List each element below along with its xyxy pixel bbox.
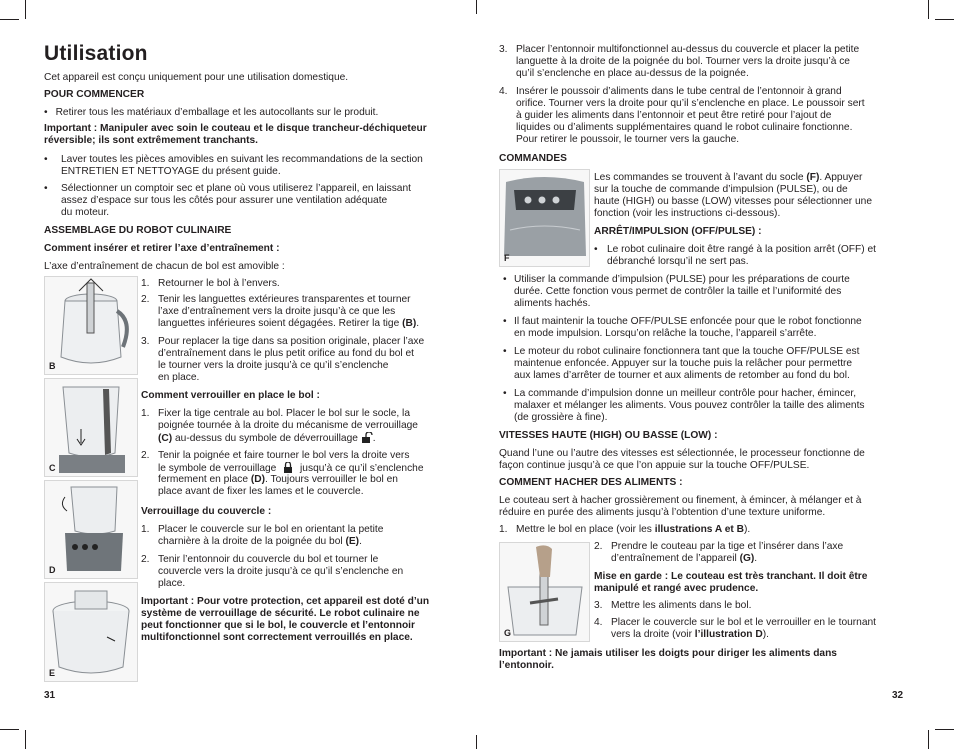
bullet-line: durée. Cette fonction vous permet de contrôler la taille et l’uniformité des bbox=[514, 286, 842, 297]
figure-label: B bbox=[49, 361, 56, 371]
figure-label: G bbox=[504, 628, 512, 638]
step-text: le symbole de verrouillage jusqu’à ce qu’il s’enclenche bbox=[158, 462, 424, 477]
figure-e bbox=[44, 582, 138, 682]
bullet-line: Laver toutes les pièces amovibles en suivant les recommandations de la section bbox=[61, 154, 423, 165]
bullet-item: • bbox=[44, 154, 48, 165]
bullet-line: (de grossière à fine). bbox=[514, 412, 608, 423]
bullet-line: du moteur. bbox=[61, 207, 110, 218]
step-text: Placer le couvercle sur le bol et le verrouiller en le tournant bbox=[611, 617, 877, 628]
paragraph: façon continue jusqu’à ce que l’on appuie sur la touche OFF/PULSE. bbox=[499, 460, 810, 471]
bullet-line: en mode impulsion. Lorsqu’on relâche la touche, l’appareil s’arrête. bbox=[514, 328, 817, 339]
bullet-line: Sélectionner un comptoir sec et plane où vous utiliserez l’appareil, en laissant bbox=[61, 183, 411, 194]
step-text: Prendre le couteau par la tige et l’insérer dans l’axe bbox=[611, 541, 844, 552]
unlock-icon bbox=[361, 432, 373, 447]
step-text: liquides ou d’aliments supplémentaires quand le robot culinaire fonctionne. bbox=[516, 122, 853, 133]
step-text: le tourner vers la droite jusqu’à ce qu’il s’enclenche bbox=[158, 360, 389, 371]
step-text: Tenir la poignée et faire tourner le bol vers la droite vers bbox=[158, 450, 410, 461]
figure-b bbox=[44, 276, 138, 375]
crop-mark bbox=[476, 0, 477, 14]
bullet-line: Le moteur du robot culinaire fonctionnera tant que la touche OFF/PULSE est bbox=[514, 346, 860, 357]
paragraph: haute (HIGH) ou basse (LOW) vitesses pour sélectionner une bbox=[594, 196, 873, 207]
section-heading: COMMENT HACHER DES ALIMENTS : bbox=[499, 477, 683, 488]
step-text: Fixer la tige centrale au bol. Placer le bol sur le socle, la bbox=[158, 408, 410, 419]
step-text: couvercle vers la droite jusqu’à ce qu’il s’enclenche en bbox=[158, 566, 404, 577]
bullet-item: • bbox=[44, 183, 48, 194]
step-text: place avant de fixer les lames et le couvercle. bbox=[158, 486, 364, 497]
subsection-heading: Verrouillage du couvercle : bbox=[141, 506, 272, 517]
important-note: Important : Pour votre protection, cet appareil est doté d’un bbox=[141, 596, 430, 607]
intro-text: Cet appareil est conçu uniquement pour une utilisation domestique. bbox=[44, 72, 349, 83]
step-text: charnière à la droite de la poignée du bol (E). bbox=[158, 536, 362, 547]
step-text: Tenir l’entonnoir du couvercle du bol et tourner le bbox=[158, 554, 379, 565]
bowl-upside-down-illustration bbox=[45, 277, 137, 374]
paragraph: fonction (voir les instructions ci-dessous). bbox=[594, 208, 781, 219]
step-text: orifice. Tourner vers la droite pour qu’il s’enclenche en place. Le poussoir sert bbox=[516, 98, 865, 109]
step-text: languette à la droite de la poignée du bol. Tourner vers la droite jusqu’à ce bbox=[516, 56, 850, 67]
paragraph: Les commandes se trouvent à l’avant du socle (F). Appuyer bbox=[594, 172, 863, 183]
page-number: 32 bbox=[892, 690, 904, 701]
paragraph: réduire en purée des aliments jusqu’à l’obtention d’une texture uniforme. bbox=[499, 507, 826, 518]
lid-on-bowl-illustration bbox=[45, 583, 137, 681]
bullet-line: ENTRETIEN ET NETTOYAGE du présent guide. bbox=[61, 166, 281, 177]
step-text: Insérer le poussoir d’aliments dans le tube central de l’entonnoir à grand bbox=[516, 86, 842, 97]
section-heading: VITESSES HAUTE (HIGH) OU BASSE (LOW) : bbox=[499, 430, 718, 441]
figure-label: D bbox=[49, 565, 56, 575]
step-text: Tenir les languettes extérieures transparentes et tourner bbox=[158, 294, 411, 305]
important-note: Important : Manipuler avec soin le couteau et le disque trancheur-déchiqueteur réversible; ils sont extrêmement tranchants. bbox=[44, 123, 427, 147]
crop-mark bbox=[0, 19, 19, 20]
paragraph: Quand l’une ou l’autre des vitesses est sélectionnée, le processeur fonctionne de bbox=[499, 448, 865, 459]
important-note: peut fonctionner que si le bol, le couvercle et l’entonnoir bbox=[141, 620, 415, 631]
step-text: poignée tournée à la droite du mécanisme de verrouillage bbox=[158, 420, 418, 431]
figure-label: C bbox=[49, 463, 56, 473]
bowl-on-base-illustration bbox=[45, 379, 137, 476]
paragraph: sur la touche de commande d’impulsion (PULSE), ou de bbox=[594, 184, 848, 195]
crop-mark bbox=[928, 730, 929, 749]
processor-locked-illustration bbox=[45, 481, 137, 578]
bullet-line: malaxer et mélanger les aliments. Vous pouvez contrôler la taille des aliments bbox=[514, 400, 865, 411]
figure-f bbox=[499, 169, 590, 267]
page-title: Utilisation bbox=[44, 42, 148, 65]
subsection-heading: Comment insérer et retirer l’axe d’entraînement : bbox=[44, 243, 280, 254]
important-note: Important : Ne jamais utiliser les doigts pour diriger les aliments dans bbox=[499, 648, 837, 659]
step-text: Pour retirer le poussoir, le tourner vers la gauche. bbox=[516, 134, 740, 145]
warning-note: manipulé et rangé avec prudence. bbox=[594, 583, 759, 594]
paragraph: L’axe d’entraînement de chacun de bol est amovible : bbox=[44, 261, 285, 272]
bullet-line: maintenue enfoncée. Appuyer sur la touche puis la relâcher pour permettre bbox=[514, 358, 853, 369]
figure-c bbox=[44, 378, 138, 477]
step-text: à guider les aliments dans l’entonnoir et peut être retiré pour l’ajout de bbox=[516, 110, 832, 121]
figure-label: F bbox=[504, 253, 510, 263]
blade-insert-illustration bbox=[500, 543, 589, 641]
crop-mark bbox=[935, 19, 954, 20]
step-text: vers la droite (voir l’illustration D). bbox=[611, 629, 769, 640]
figure-d bbox=[44, 480, 138, 579]
paragraph: Le couteau sert à hacher grossièrement ou finement, à émincer, à mélanger et à bbox=[499, 495, 862, 506]
section-heading: ASSEMBLAGE DU ROBOT CULINAIRE bbox=[44, 225, 232, 236]
bullet-line: La commande d’impulsion donne un meilleur contrôle pour hacher, émincer, bbox=[514, 388, 857, 399]
bullet-line: assez d’espace sur tous les côtés pour assurer une ventilation adéquate bbox=[61, 195, 388, 206]
step-text: l’axe d’entraînement vers la droite jusqu’à ce que les bbox=[158, 306, 396, 317]
crop-mark bbox=[476, 735, 477, 749]
important-note: système de verrouillage de sécurité. Le robot culinaire ne bbox=[141, 608, 420, 619]
step-text: (C) au-dessus du symbole de déverrouillage . bbox=[158, 432, 376, 447]
step-text: languettes inférieures soient dégagées. Retirer la tige (B). bbox=[158, 318, 420, 329]
step-text: Mettre le bol en place (voir les illustrations A et B). bbox=[516, 524, 751, 535]
figure-g bbox=[499, 542, 590, 642]
step-text: d’entraînement de l’appareil (G). bbox=[611, 553, 758, 564]
bullet-line: aliments hachés. bbox=[514, 298, 591, 309]
warning-note: Mise en garde : Le couteau est très tranchant. Il doit être bbox=[594, 571, 868, 582]
page-number: 31 bbox=[44, 690, 56, 701]
crop-mark bbox=[25, 0, 26, 19]
step-text: en place. bbox=[158, 372, 200, 383]
subsection-heading: ARRÊT/IMPULSION (OFF/PULSE) : bbox=[594, 226, 762, 237]
subsection-heading: Comment verrouiller en place le bol : bbox=[141, 390, 320, 401]
bullet-line: débranché lorsqu’il ne sert pas. bbox=[607, 256, 749, 267]
step-text: d’entraînement dans le plus petit orifice au fond du bol et bbox=[158, 348, 414, 359]
step-text: fermement en place (D). Toujours verrouiller le bol en bbox=[158, 474, 398, 485]
step-text: place. bbox=[158, 578, 186, 589]
important-note: l’entonnoir. bbox=[499, 660, 554, 671]
step-text: Placer l’entonnoir multifonctionnel au-dessus du couvercle et placer la petite bbox=[516, 44, 860, 55]
step-text: Placer le couvercle sur le bol en orientant la petite bbox=[158, 524, 384, 535]
control-panel-illustration bbox=[500, 170, 589, 266]
bullet-item: • Retirer tous les matériaux d’emballage et les autocollants sur le produit. bbox=[44, 107, 379, 118]
figure-label: E bbox=[49, 668, 56, 678]
section-heading: POUR COMMENCER bbox=[44, 89, 145, 100]
bullet-line: aux lames d’arrêter de tourner et aux aliments de retomber au fond du bol. bbox=[514, 370, 850, 381]
crop-mark bbox=[25, 730, 26, 749]
section-heading: COMMANDES bbox=[499, 153, 567, 164]
step-text: Mettre les aliments dans le bol. bbox=[611, 600, 752, 611]
step-text: qu’il s’enclenche en place au-dessus de la poignée. bbox=[516, 68, 749, 79]
important-note: multifonctionnel sont correctement verrouillés en place. bbox=[141, 632, 413, 643]
step-text: Pour replacer la tige dans sa position originale, placer l’axe bbox=[158, 336, 425, 347]
step-text: Retourner le bol à l’envers. bbox=[158, 278, 280, 289]
bullet-line: Le robot culinaire doit être rangé à la position arrêt (OFF) et bbox=[607, 244, 876, 255]
crop-mark bbox=[935, 729, 954, 730]
bullet-line: Il faut maintenir la touche OFF/PULSE enfoncée pour que le robot fonctionne bbox=[514, 316, 862, 327]
bullet-line: Utiliser la commande d’impulsion (PULSE) pour les préparations de courte bbox=[514, 274, 850, 285]
crop-mark bbox=[928, 0, 929, 19]
crop-mark bbox=[0, 729, 19, 730]
